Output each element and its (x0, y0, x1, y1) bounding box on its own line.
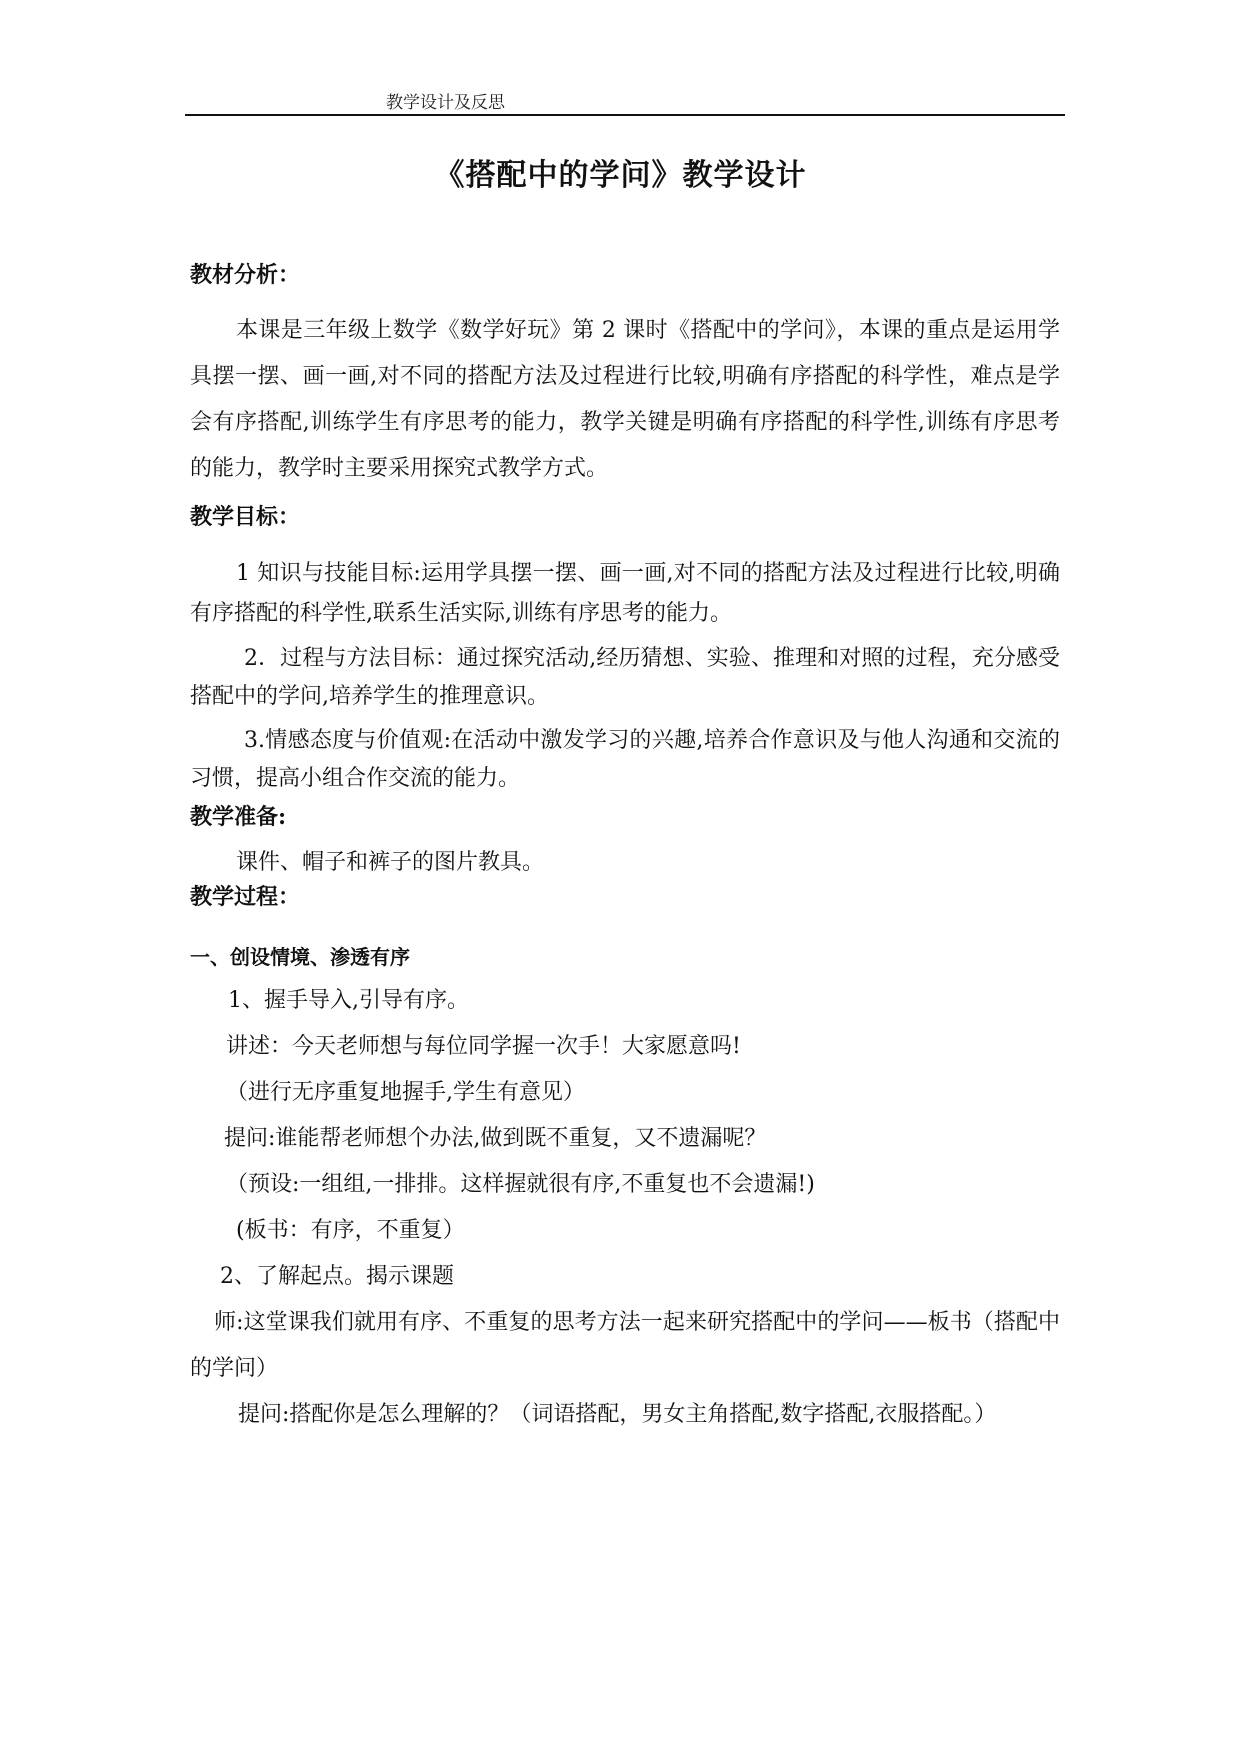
analysis-paragraph: 本课是三年级上数学《数学好玩》第 2 课时《搭配中的学问》，本课的重点是运用学具摆一摆、画一画,对不同的搭配方法及过程进行比较,明确有序搭配的科学性，难点是学会有序搭配,训练学生有序思考的能力，教学关键是明确有序搭配的科学性,训练有序思考的能力，教学时主要采用探究式教学方式。 (190, 318, 1060, 481)
step-line: 提问:搭配你是怎么理解的？（词语搭配，男女主角搭配,数字搭配,衣服搭配。） (238, 1402, 997, 1427)
step-line: (板书：有序，不重复） (236, 1218, 465, 1243)
step-line: （预设:一组组,一排排。这样握就很有序,不重复也不会遗漏!) (226, 1172, 815, 1197)
step-line: 师:这堂课我们就用有序、不重复的思考方法一起来研究搭配中的学问——板书（搭配中的学问） (190, 1310, 1060, 1381)
document-body (190, 258, 1060, 1438)
header-rule (185, 114, 1065, 116)
step-line: 1、握手导入,引导有序。 (228, 988, 469, 1013)
step-heading-1: 一、创设情境、渗透有序 (190, 945, 410, 969)
goal-item-1: 1 知识与技能目标:运用学具摆一摆、画一画,对不同的搭配方法及过程进行比较,明确有序搭配的科学性,联系生活实际,训练有序思考的能力。 (190, 561, 1060, 626)
prep-paragraph: 课件、帽子和裤子的图片教具。 (236, 850, 545, 875)
step-line: （进行无序重复地握手,学生有意见） (226, 1080, 585, 1105)
goal-item-2: 2．过程与方法目标：通过探究活动,经历猜想、实验、推理和对照的过程，充分感受搭配中的学问,培养学生的推理意识。 (190, 646, 1060, 709)
document-title: 《搭配中的学问》教学设计 (434, 158, 807, 193)
section-heading-goals: 教学目标： (190, 504, 301, 530)
section-heading-prep: 教学准备: (190, 804, 287, 830)
goal-item-3: 3.情感态度与价值观:在活动中激发学习的兴趣,培养合作意识及与他人沟通和交流的习惯，提高小组合作交流的能力。 (190, 728, 1060, 791)
section-heading-analysis: 教材分析： (190, 262, 301, 288)
step-line: 提问:谁能帮老师想个办法,做到既不重复，又不遗漏呢？ (224, 1126, 767, 1151)
step-line: 讲述：今天老师想与每位同学握一次手！大家愿意吗! (226, 1034, 741, 1059)
section-heading-process: 教学过程： (190, 884, 301, 910)
step-line: 2、了解起点。揭示课题 (220, 1264, 454, 1289)
running-header: 教学设计及反思 (386, 93, 505, 113)
